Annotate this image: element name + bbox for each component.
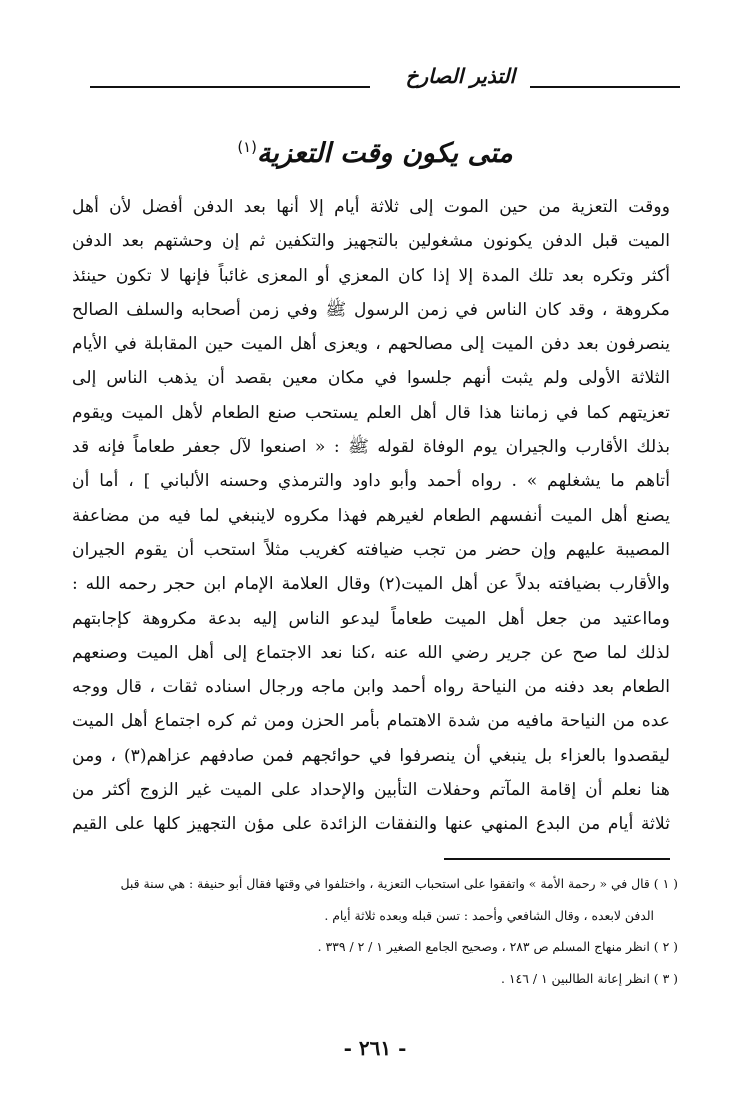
body-line: الميت قبل الدفن يكونون مشغولين بالتجهيز والتكفين ثم إن وحشتهم بعد الدفن <box>72 231 670 252</box>
header-rule-left <box>90 86 370 88</box>
body-line: ومااعتيد من جعل أهل الميت طعاماً ليدعو الناس إليه بدعة مكروهة كإجابتهم <box>72 608 670 629</box>
chapter-title: متى يكون وقت التعزية <box>256 138 513 169</box>
header-rule-right <box>530 86 680 88</box>
body-line: الطعام بعد دفنه من النياحة رواه أحمد وابن ماجه ورجال اسناده ثقات ، قال ووجه <box>72 677 670 698</box>
body-line: لذلك لما صح عن جرير رضي الله عنه ،كنا نعد الاجتماع إلى أهل الميت وصنعهم <box>72 642 670 663</box>
page-number: - ٢٦١ - <box>343 1036 407 1060</box>
body-line: والأقارب بضيافته بدلاً عن أهل الميت(٢) وقال العلامة الإمام ابن حجر رحمه الله : <box>72 574 670 595</box>
footnote-line: ( ٢ ) انظر منهاج المسلم ص ٢٨٣ ، وصحيح الجامع الصغير ١ / ٢ / ٣٣٩ . <box>317 939 678 954</box>
body-line: ليقصدوا بالعزاء بل ينبغي أن ينصرفوا في حوائجهم فمن صادفهم عزاهم(٣) ، ومن <box>72 745 670 766</box>
body-line: المصيبة عليهم وإن حضر من تجب ضيافته كغريب مثلاً استحب أن يقوم الجيران <box>72 539 670 560</box>
body-line: أتاهم ما يشغلهم » . رواه أحمد وأبو داود والترمذي وحسنه الألباني ] ، أما أن <box>72 471 670 492</box>
body-line: الثلاثة الأولى ولم يثبت أنهم جلسوا في مكان معين بقصد أن يذهب الناس إلى <box>72 368 670 389</box>
body-line: أكثر وتكره بعد تلك المدة إلا إذا كان المعزي أو المعزى غائباً فإنها لا تكون حينئذ <box>72 265 670 286</box>
footnote-line: ( ٣ ) انظر إعانة الطالبين ١ / ١٤٦ . <box>501 970 678 986</box>
footnote-separator <box>444 858 670 860</box>
footnote-line: ( ١ ) قال في « رحمة الأمة » واتفقوا على استحباب التعزية ، واختلفوا في وقتها فقال أبو حنيفة : هي سنة قبل <box>120 876 678 891</box>
body-line: ووقت التعزية من حين الموت إلى ثلاثة أيام إلا أنها بعد الدفن أفضل لأن أهل <box>72 197 670 217</box>
body-line: ثلاثة أيام من البدع المنهي عنها والنفقات الزائدة على مؤن التجهيز كلها على القيم <box>72 814 670 835</box>
running-header <box>90 60 680 100</box>
body-line: هنا نعلم أن إقامة المآتم وحفلات التأبين والإحداد على الميت غير الزوج أكثر من <box>72 780 670 801</box>
running-header-title: التذير الصارخ <box>405 64 515 88</box>
chapter-heading <box>0 138 750 169</box>
chapter-footnote-marker: (١) <box>237 138 257 156</box>
body-line: يصنع أهل الميت أنفسهم الطعام لغيرهم فهذا مكروه لاينبغي لما فيه من مضاعفة <box>72 505 670 526</box>
body-line: تعزيتهم كما في زماننا هذا قال أهل العلم يستحب صنع الطعام لأهل الميت ويقوم <box>72 402 670 423</box>
body-text <box>72 190 670 842</box>
footnote-line: الدفن لابعده ، وقال الشافعي وأحمد : تسن قبله وبعده ثلاثة أيام . <box>324 907 654 923</box>
body-line: عده من النياحة مافيه من شدة الاهتمام بأمر الحزن ومن ثم كره اجتماع أهل الميت <box>72 711 670 732</box>
body-line: مكروهة ، وقد كان الناس في زمن الرسول ﷺ وفي زمن أصحابه والسلف الصالح <box>72 299 670 320</box>
footnotes <box>68 868 678 994</box>
body-line: ينصرفون بعد دفن الميت إلى مصالحهم ، ويعزى أهل الميت حين المقابلة في الأيام <box>72 334 670 355</box>
body-line: بذلك الأقارب والجيران يوم الوفاة لقوله ﷺ : « اصنعوا لآل جعفر طعاماً فإنه قد <box>72 437 670 458</box>
